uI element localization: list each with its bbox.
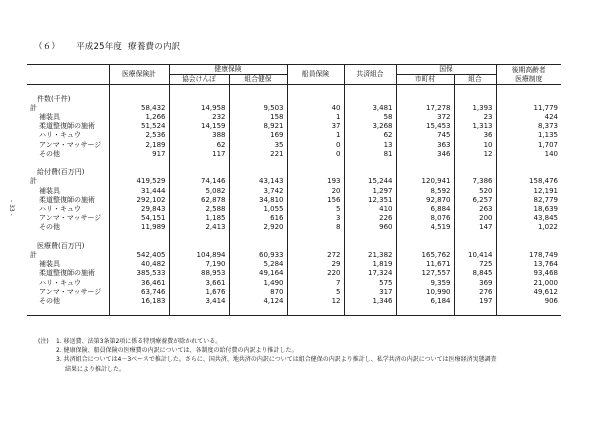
value-cell: 410 <box>344 205 396 214</box>
spacer-row <box>27 159 561 168</box>
value-cell: 31,444 <box>109 187 169 196</box>
value-cell: 6,884 <box>396 205 454 214</box>
value-cell: 7,190 <box>169 260 229 269</box>
spacer-cell <box>344 306 396 316</box>
spacer-cell <box>396 233 454 242</box>
value-cell: 2,920 <box>229 223 287 232</box>
value-cell: 917 <box>109 150 169 159</box>
note-3: 3. 共済組合については4－3ベースで推計した。さらに、国共済、地共済の内訳については組合健保の内訳より推計し、私学共済の内訳については医療経済実態調査 <box>56 356 497 364</box>
spacer-cell <box>287 233 344 242</box>
value-cell: 6,257 <box>454 196 496 205</box>
value-cell: 12 <box>287 297 344 306</box>
value-cell: 1,185 <box>169 214 229 223</box>
spacer-cell <box>229 159 287 168</box>
value-cell: 18,639 <box>496 205 561 214</box>
spacer-cell <box>287 306 344 316</box>
row-label: アンマ・マッサージ <box>39 214 102 223</box>
spacer-cell <box>169 233 229 242</box>
row-label: 補装具 <box>39 260 60 269</box>
value-cell: 419,529 <box>109 177 169 186</box>
value-cell: 165,762 <box>396 251 454 260</box>
table-row <box>27 205 561 214</box>
value-cell: 1,676 <box>169 288 229 297</box>
value-cell: 49,612 <box>496 288 561 297</box>
value-cell: 1,313 <box>454 122 496 131</box>
row-label: 柔道整復師の施術 <box>39 269 95 278</box>
value-cell: 3,742 <box>229 187 287 196</box>
section-title-row <box>27 168 561 177</box>
value-cell: 3 <box>287 214 344 223</box>
row-label: その他 <box>39 223 60 232</box>
value-cell: 276 <box>454 288 496 297</box>
table-row <box>27 288 561 297</box>
empty-cell <box>396 95 454 104</box>
empty-cell <box>229 95 287 104</box>
value-cell: 4,124 <box>229 297 287 306</box>
table-row <box>27 177 561 186</box>
value-cell: 7 <box>287 279 344 288</box>
value-cell: 616 <box>229 214 287 223</box>
section-title: 件数(千件) <box>37 94 71 103</box>
value-cell: 15,453 <box>396 122 454 131</box>
header-blank <box>27 65 109 85</box>
empty-cell <box>344 242 396 251</box>
value-cell: 10 <box>454 141 496 150</box>
value-cell: 1,055 <box>229 205 287 214</box>
value-cell: 200 <box>454 214 496 223</box>
value-cell: 1 <box>287 113 344 122</box>
value-cell: 12 <box>454 150 496 159</box>
table-row <box>27 150 561 159</box>
spacer-row <box>27 85 561 95</box>
empty-cell <box>496 168 561 177</box>
value-cell: 5 <box>287 205 344 214</box>
value-cell: 220 <box>287 269 344 278</box>
table-row <box>27 251 561 260</box>
spacer-cell <box>454 159 496 168</box>
empty-cell <box>229 242 287 251</box>
value-cell: 82,779 <box>496 196 561 205</box>
empty-cell <box>454 168 496 177</box>
spacer-cell <box>396 306 454 316</box>
row-label: 計 <box>30 103 37 112</box>
row-label: その他 <box>39 297 60 306</box>
spacer-cell <box>454 306 496 316</box>
spacer-cell <box>109 306 169 316</box>
value-cell: 363 <box>396 141 454 150</box>
value-cell: 197 <box>454 297 496 306</box>
spacer-cell <box>396 85 454 95</box>
value-cell: 317 <box>344 288 396 297</box>
spacer-cell <box>27 85 109 95</box>
spacer-cell <box>496 85 561 95</box>
value-cell: 37 <box>287 122 344 131</box>
empty-cell <box>344 168 396 177</box>
empty-cell <box>454 95 496 104</box>
value-cell: 346 <box>396 150 454 159</box>
value-cell: 117 <box>169 150 229 159</box>
value-cell: 424 <box>496 113 561 122</box>
spacer-cell <box>27 306 109 316</box>
spacer-cell <box>287 159 344 168</box>
header-municipal: 市町村 <box>396 75 454 85</box>
table-end-row <box>27 306 561 316</box>
spacer-cell <box>454 233 496 242</box>
value-cell: 74,146 <box>169 177 229 186</box>
row-label: 柔道整復師の施術 <box>39 122 95 131</box>
value-cell: 8,592 <box>396 187 454 196</box>
spacer-cell <box>109 85 169 95</box>
table-row <box>27 260 561 269</box>
header-mutual-aid: 共済組合 <box>344 65 396 85</box>
empty-cell <box>109 242 169 251</box>
value-cell: 1,022 <box>496 223 561 232</box>
value-cell: 3,268 <box>344 122 396 131</box>
value-cell: 156 <box>287 196 344 205</box>
notes-label: (注) <box>38 338 49 345</box>
value-cell: 0 <box>287 150 344 159</box>
value-cell: 29,843 <box>109 205 169 214</box>
table-body <box>27 85 561 316</box>
value-cell: 385,533 <box>109 269 169 278</box>
value-cell: 15,244 <box>344 177 396 186</box>
row-label: 計 <box>30 251 37 260</box>
spacer-cell <box>344 233 396 242</box>
value-cell: 140 <box>496 150 561 159</box>
value-cell: 3,481 <box>344 104 396 113</box>
value-cell: 542,405 <box>109 251 169 260</box>
row-label: アンマ・マッサージ <box>39 140 102 149</box>
value-cell: 93,468 <box>496 269 561 278</box>
value-cell: 1,297 <box>344 187 396 196</box>
value-cell: 1,490 <box>229 279 287 288</box>
empty-cell <box>169 168 229 177</box>
spacer-cell <box>229 85 287 95</box>
section-title-row <box>27 95 561 104</box>
value-cell: 575 <box>344 279 396 288</box>
spacer-cell <box>229 306 287 316</box>
value-cell: 388 <box>169 131 229 140</box>
table-row <box>27 104 561 113</box>
value-cell: 104,894 <box>169 251 229 260</box>
value-cell: 232 <box>169 113 229 122</box>
spacer-cell <box>109 159 169 168</box>
note-1: 1. 移送費、法第3条第2項に係る特別療養費が除かれている。 <box>56 338 222 345</box>
row-label: 補装具 <box>39 113 60 121</box>
value-cell: 12,191 <box>496 187 561 196</box>
value-cell: 16,183 <box>109 297 169 306</box>
spacer-cell <box>169 306 229 316</box>
empty-cell <box>287 95 344 104</box>
empty-cell <box>109 95 169 104</box>
value-cell: 120,941 <box>396 177 454 186</box>
header-kyokai-kenpo: 協会けんぽ <box>169 75 229 85</box>
value-cell: 62,878 <box>169 196 229 205</box>
table-row <box>27 279 561 288</box>
spacer-cell <box>454 85 496 95</box>
table-row <box>27 196 561 205</box>
title-number: （６） <box>34 42 61 52</box>
section-title-row <box>27 242 561 251</box>
value-cell: 17,278 <box>396 104 454 113</box>
value-cell: 51,524 <box>109 122 169 131</box>
title-year: 平成25年度 <box>76 42 123 52</box>
row-label: アンマ・マッサージ <box>39 287 102 296</box>
value-cell: 36,461 <box>109 279 169 288</box>
value-cell: 725 <box>454 260 496 269</box>
empty-cell <box>396 168 454 177</box>
value-cell: 43,845 <box>496 214 561 223</box>
value-cell: 2,189 <box>109 141 169 150</box>
value-cell: 178,749 <box>496 251 561 260</box>
value-cell: 62 <box>344 131 396 140</box>
section-title: 給付費(百万円) <box>37 168 85 177</box>
value-cell: 88,953 <box>169 269 229 278</box>
value-cell: 12,351 <box>344 196 396 205</box>
value-cell: 147 <box>454 223 496 232</box>
value-cell: 906 <box>496 297 561 306</box>
row-label: 計 <box>30 177 37 186</box>
expense-breakdown-table <box>27 64 561 316</box>
table-row <box>27 131 561 140</box>
value-cell: 158 <box>229 113 287 122</box>
spacer-row <box>27 233 561 242</box>
value-cell: 34,810 <box>229 196 287 205</box>
value-cell: 8,921 <box>229 122 287 131</box>
value-cell: 2,536 <box>109 131 169 140</box>
empty-cell <box>169 95 229 104</box>
value-cell: 36 <box>454 131 496 140</box>
note-2: 2. 健康保険、船員保険の医療費の内訳については、各制度の給付費の内訳より推計した。 <box>56 347 298 355</box>
spacer-cell <box>287 85 344 95</box>
table-row <box>27 297 561 306</box>
value-cell: 92,870 <box>396 196 454 205</box>
table-row <box>27 187 561 196</box>
value-cell: 1 <box>287 131 344 140</box>
empty-cell <box>109 168 169 177</box>
value-cell: 292,102 <box>109 196 169 205</box>
value-cell: 10,990 <box>396 288 454 297</box>
spacer-cell <box>496 159 561 168</box>
header-medical-total: 医療保険計 <box>109 65 169 85</box>
row-label: ハリ・キュウ <box>39 205 81 214</box>
value-cell: 11,779 <box>496 104 561 113</box>
value-cell: 745 <box>396 131 454 140</box>
value-cell: 54,151 <box>109 214 169 223</box>
header-late-elderly-line2: 医療制度 <box>515 74 543 83</box>
value-cell: 193 <box>287 177 344 186</box>
empty-cell <box>496 95 561 104</box>
value-cell: 58 <box>344 113 396 122</box>
value-cell: 3,661 <box>169 279 229 288</box>
spacer-cell <box>27 159 109 168</box>
page-number: - 33 - <box>8 200 15 216</box>
value-cell: 40,482 <box>109 260 169 269</box>
value-cell: 8,845 <box>454 269 496 278</box>
value-cell: 2,588 <box>169 205 229 214</box>
value-cell: 1,707 <box>496 141 561 150</box>
empty-cell <box>287 242 344 251</box>
value-cell: 49,164 <box>229 269 287 278</box>
value-cell: 369 <box>454 279 496 288</box>
spacer-cell <box>496 306 561 316</box>
spacer-cell <box>27 233 109 242</box>
value-cell: 17,324 <box>344 269 396 278</box>
value-cell: 62 <box>169 141 229 150</box>
row-label: その他 <box>39 149 60 158</box>
spacer-cell <box>396 159 454 168</box>
empty-cell <box>287 168 344 177</box>
value-cell: 4,519 <box>396 223 454 232</box>
header-kumiai: 組合 <box>454 75 496 85</box>
value-cell: 43,143 <box>229 177 287 186</box>
value-cell: 8,373 <box>496 122 561 131</box>
value-cell: 13,764 <box>496 260 561 269</box>
header-health-insurance: 健康保険 <box>169 65 287 75</box>
value-cell: 3,414 <box>169 297 229 306</box>
value-cell: 60,933 <box>229 251 287 260</box>
empty-cell <box>344 95 396 104</box>
value-cell: 9,503 <box>229 104 287 113</box>
table-row <box>27 269 561 278</box>
value-cell: 7,386 <box>454 177 496 186</box>
value-cell: 5,284 <box>229 260 287 269</box>
value-cell: 58,432 <box>109 104 169 113</box>
value-cell: 14,159 <box>169 122 229 131</box>
value-cell: 10,414 <box>454 251 496 260</box>
value-cell: 1,266 <box>109 113 169 122</box>
value-cell: 6,184 <box>396 297 454 306</box>
table-row <box>27 141 561 150</box>
header-late-elderly <box>496 65 561 85</box>
header-late-elderly-line1: 後期高齢者 <box>511 65 546 74</box>
value-cell: 23 <box>454 113 496 122</box>
value-cell: 40 <box>287 104 344 113</box>
value-cell: 1,346 <box>344 297 396 306</box>
value-cell: 11,989 <box>109 223 169 232</box>
empty-cell <box>169 242 229 251</box>
note-3-cont: 結果により推計した。 <box>65 365 126 373</box>
value-cell: 221 <box>229 150 287 159</box>
value-cell: 13 <box>344 141 396 150</box>
value-cell: 63,746 <box>109 288 169 297</box>
empty-cell <box>496 242 561 251</box>
section-title: 医療費(百万円) <box>37 241 85 250</box>
header-kumiai-kenpo: 組合健保 <box>229 75 287 85</box>
row-label: ハリ・キュウ <box>39 278 81 287</box>
value-cell: 11,671 <box>396 260 454 269</box>
value-cell: 127,557 <box>396 269 454 278</box>
header-national-insurance: 国保 <box>396 65 496 75</box>
value-cell: 8,076 <box>396 214 454 223</box>
value-cell: 14,958 <box>169 104 229 113</box>
value-cell: 2,413 <box>169 223 229 232</box>
value-cell: 263 <box>454 205 496 214</box>
value-cell: 169 <box>229 131 287 140</box>
empty-cell <box>229 168 287 177</box>
spacer-cell <box>344 159 396 168</box>
spacer-cell <box>109 233 169 242</box>
value-cell: 29 <box>287 260 344 269</box>
table-row <box>27 214 561 223</box>
row-label: 柔道整復師の施術 <box>39 195 95 204</box>
value-cell: 870 <box>229 288 287 297</box>
value-cell: 158,476 <box>496 177 561 186</box>
value-cell: 21,382 <box>344 251 396 260</box>
empty-cell <box>454 242 496 251</box>
value-cell: 20 <box>287 187 344 196</box>
row-label: ハリ・キュウ <box>39 131 81 140</box>
value-cell: 0 <box>287 141 344 150</box>
value-cell: 5 <box>287 288 344 297</box>
value-cell: 5,082 <box>169 187 229 196</box>
value-cell: 1,819 <box>344 260 396 269</box>
value-cell: 272 <box>287 251 344 260</box>
value-cell: 372 <box>396 113 454 122</box>
spacer-cell <box>229 233 287 242</box>
value-cell: 35 <box>229 141 287 150</box>
row-label: 補装具 <box>39 186 60 195</box>
spacer-cell <box>344 85 396 95</box>
table-row <box>27 122 561 131</box>
value-cell: 1,135 <box>496 131 561 140</box>
header-seamen-insurance: 船員保険 <box>287 65 344 85</box>
notes <box>38 337 568 374</box>
value-cell: 226 <box>344 214 396 223</box>
table-row <box>27 223 561 232</box>
empty-cell <box>396 242 454 251</box>
spacer-cell <box>169 159 229 168</box>
value-cell: 81 <box>344 150 396 159</box>
value-cell: 1,393 <box>454 104 496 113</box>
value-cell: 8 <box>287 223 344 232</box>
spacer-cell <box>496 233 561 242</box>
page-title <box>34 40 180 52</box>
value-cell: 520 <box>454 187 496 196</box>
value-cell: 960 <box>344 223 396 232</box>
title-text: 療養費の内訳 <box>128 42 181 52</box>
table-row <box>27 113 561 122</box>
spacer-cell <box>169 85 229 95</box>
value-cell: 21,000 <box>496 279 561 288</box>
value-cell: 9,359 <box>396 279 454 288</box>
